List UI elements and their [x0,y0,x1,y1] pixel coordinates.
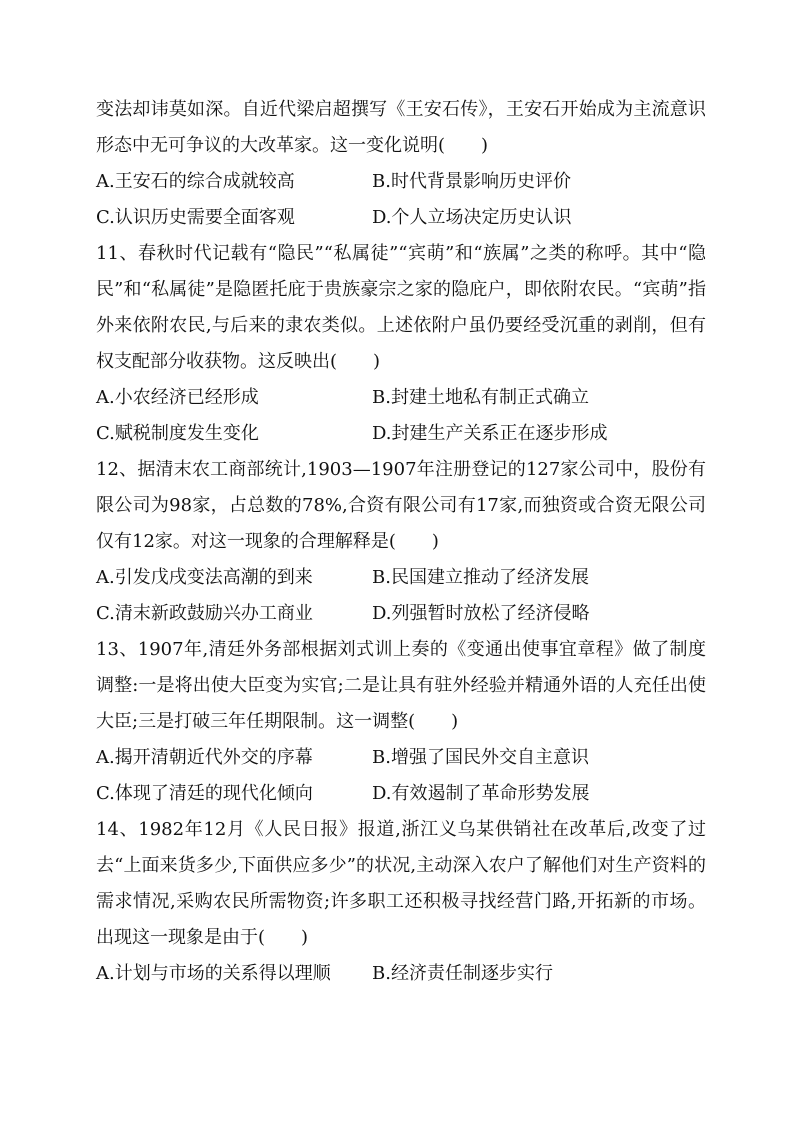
question-11-option-c[interactable]: C.赋税制度发生变化 [96,423,259,444]
question-12-option-d[interactable]: D.列强暂时放松了经济侵略 [372,603,590,624]
question-12-stem: 12、据清末农工商部统计,1903—1907年注册登记的127家公司中，股份有限公司为98家，占总数的78%,合资有限公司有17家,而独资或合资无限公司仅有12家。对这一现象的合理解释是( ) [96,459,706,552]
question-10-option-b[interactable]: B.时代背景影响历史评价 [372,171,571,192]
question-10-option-c[interactable]: C.认识历史需要全面客观 [96,207,295,228]
question-10-option-a[interactable]: A.王安石的综合成就较高 [96,171,295,192]
question-14-stem: 14、1982年12月《人民日报》报道,浙江义乌某供销社在改革后,改变了过去“上面来货多少,下面供应多少”的状况,主动深入农户了解他们对生产资料的需求情况,采购农民所需物资;许多职工还积极寻找经营门路,开拓新的市场。出现这一现象是由于( ) [96,819,706,948]
question-13-option-c[interactable]: C.体现了清廷的现代化倾向 [96,783,313,804]
question-11-options [96,380,706,452]
question-13-option-b[interactable]: B.增强了国民外交自主意识 [372,747,589,768]
question-11-stem: 11、春秋时代记载有“隐民”“私属徒”“宾萌”和“族属”之类的称呼。其中“隐民”和“私属徒”是隐匿托庇于贵族豪宗之家的隐庇户，即依附农民。“宾萌”指外来依附农民,与后来的隶农类似。上述依附户虽仍要经受沉重的剥削，但有权支配部分收获物。这反映出( ) [96,243,706,372]
question-12-option-b[interactable]: B.民国建立推动了经济发展 [372,567,589,588]
question-content [96,92,706,992]
question-10-stem: 变法却讳莫如深。自近代梁启超撰写《王安石传》，王安石开始成为主流意识形态中无可争议的大改革家。这一变化说明( ) [96,99,706,156]
question-12-option-a[interactable]: A.引发戊戌变法高潮的到来 [96,567,313,588]
question-14-option-a[interactable]: A.计划与市场的关系得以理顺 [96,963,331,984]
question-10-option-d[interactable]: D.个人立场决定历史认识 [372,207,572,228]
question-13-option-a[interactable]: A.揭开清朝近代外交的序幕 [96,747,313,768]
question-13-stem: 13、1907年,清廷外务部根据刘式训上奏的《变通出使事宜章程》做了制度调整:一是将出使大臣变为实官;二是让具有驻外经验并精通外语的人充任出使大臣;三是打破三年任期限制。这一调整( ) [96,639,706,732]
question-11-option-d[interactable]: D.封建生产关系正在逐步形成 [372,423,608,444]
question-11-option-a[interactable]: A.小农经济已经形成 [96,387,259,408]
question-10-options [96,164,706,236]
question-14-option-b[interactable]: B.经济责任制逐步实行 [372,963,553,984]
question-12-options [96,560,706,632]
question-12-option-c[interactable]: C.清末新政鼓励兴办工商业 [96,603,313,624]
question-13-option-d[interactable]: D.有效遏制了革命形势发展 [372,783,590,804]
question-11-option-b[interactable]: B.封建土地私有制正式确立 [372,387,589,408]
question-14-options [96,956,706,992]
question-13-options [96,740,706,812]
